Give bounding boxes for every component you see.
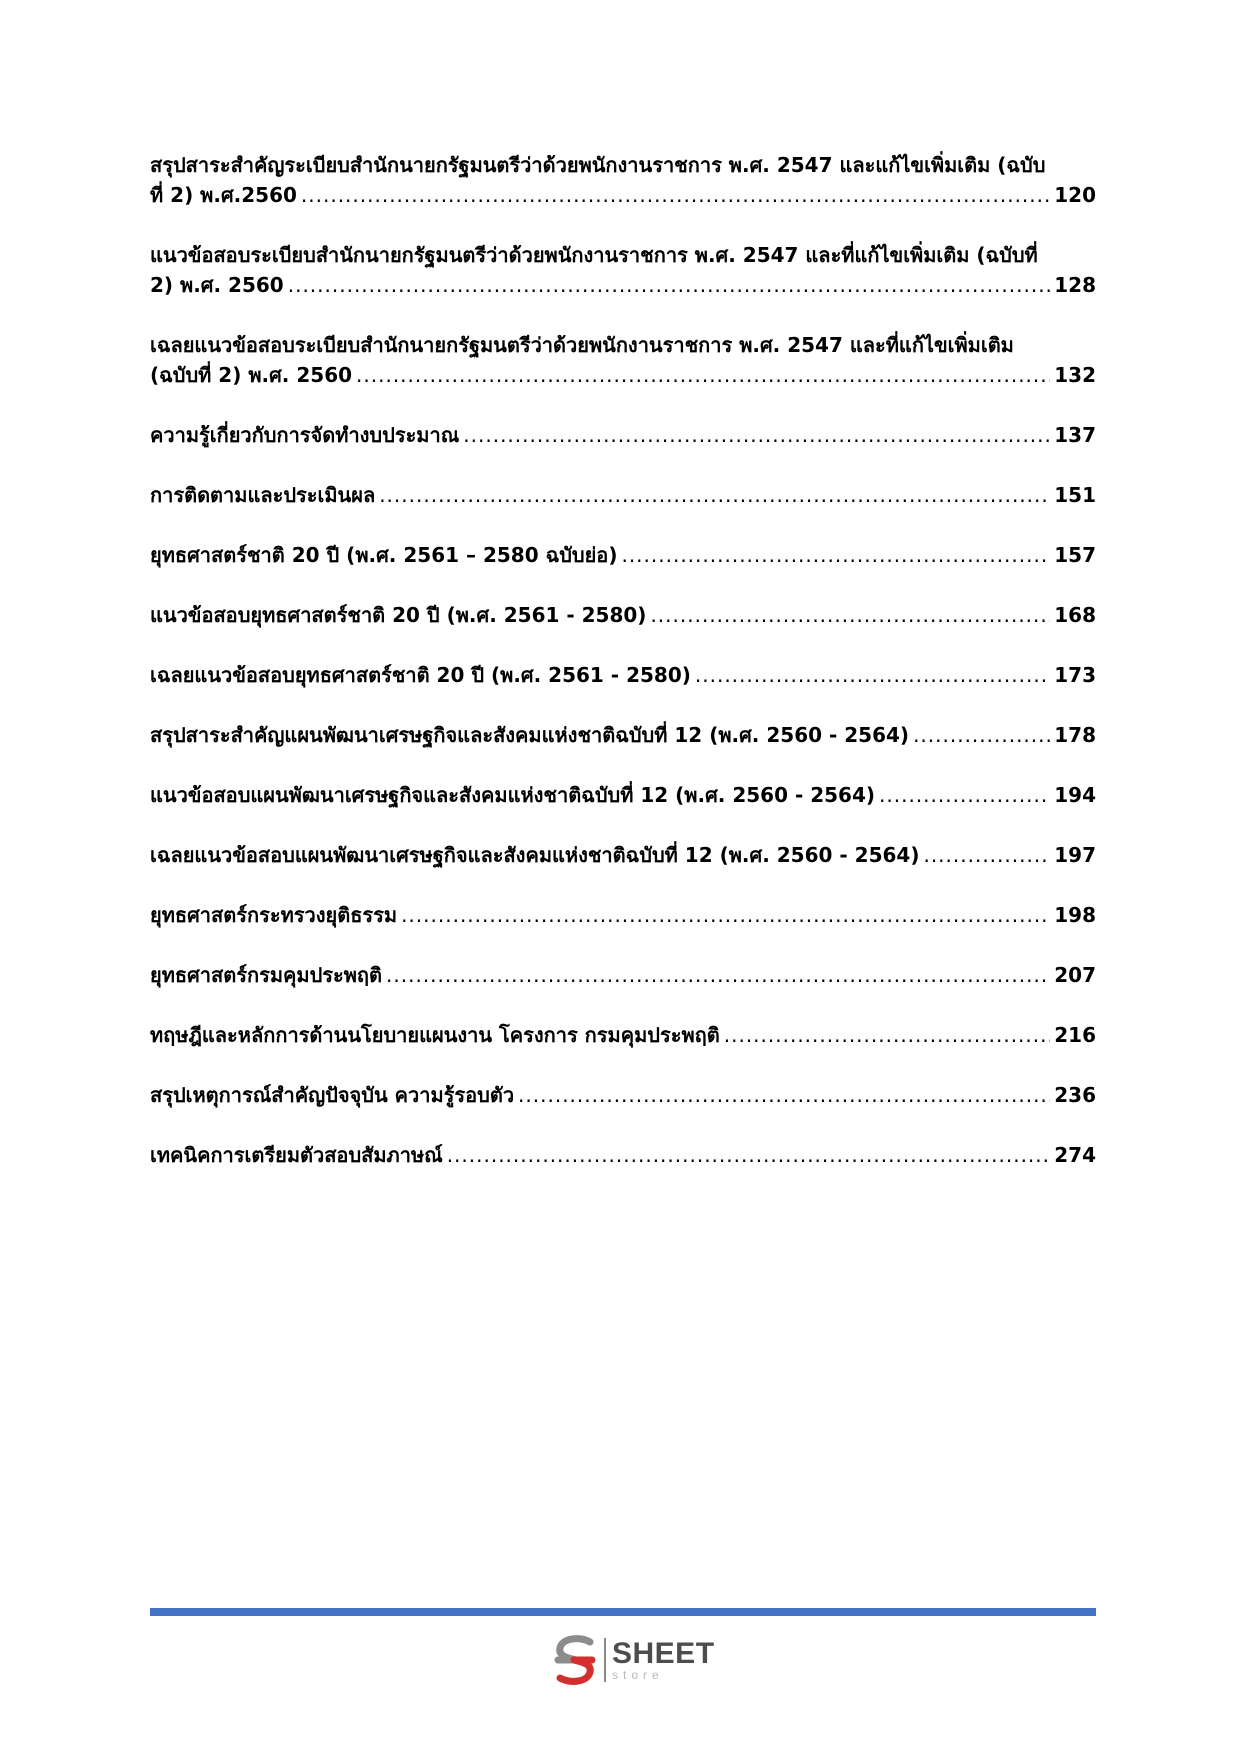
toc-entry-5[interactable] <box>150 480 1096 510</box>
toc-page-number: 128 <box>1054 273 1096 297</box>
toc-entry-title: แนวข้อสอบแผนพัฒนาเศรษฐกิจและสังคมแห่งชาติฉบับที่ 12 (พ.ศ. 2560 - 2564) <box>150 783 876 807</box>
toc-entry-title: ยุทธศาสตร์กรมคุมประพฤติ <box>150 963 383 987</box>
toc-entry-4[interactable] <box>150 420 1096 450</box>
toc-entry-11[interactable] <box>150 840 1096 870</box>
dot-leader <box>923 840 1050 870</box>
sheet-store-logo <box>550 1632 730 1688</box>
dot-leader <box>518 1080 1050 1110</box>
toc-page-number: 178 <box>1054 723 1096 747</box>
dot-leader <box>356 360 1050 390</box>
toc-entry-12[interactable] <box>150 900 1096 930</box>
dot-leader <box>621 540 1050 570</box>
dot-leader <box>913 720 1050 750</box>
toc-page-number: 207 <box>1054 963 1096 987</box>
toc-entry-14[interactable] <box>150 1020 1096 1050</box>
toc-entry-7[interactable] <box>150 600 1096 630</box>
toc-entry-title: เฉลยแนวข้อสอบแผนพัฒนาเศรษฐกิจและสังคมแห่งชาติฉบับที่ 12 (พ.ศ. 2560 - 2564) <box>150 843 920 867</box>
toc-entry-9[interactable] <box>150 720 1096 750</box>
toc-page-number: 132 <box>1054 363 1096 387</box>
toc-entry-3[interactable] <box>150 330 1096 390</box>
toc-page-number: 151 <box>1054 483 1096 507</box>
logo-wordmark <box>612 1639 715 1681</box>
toc-entry-title: ที่ 2) พ.ศ.2560 <box>150 183 297 207</box>
toc-entry-title: ทฤษฎีและหลักการด้านนโยบายแผนงาน โครงการ กรมคุมประพฤติ <box>150 1023 720 1047</box>
dot-leader <box>447 1140 1051 1170</box>
dot-leader <box>301 180 1050 210</box>
toc-page-number: 274 <box>1054 1143 1096 1167</box>
toc-entry-title: เทคนิคการเตรียมตัวสอบสัมภาษณ์ <box>150 1143 443 1167</box>
toc-entry-title: แนวข้อสอบยุทธศาสตร์ชาติ 20 ปี (พ.ศ. 2561 - 2580) <box>150 603 647 627</box>
toc-entry-13[interactable] <box>150 960 1096 990</box>
logo-separator <box>604 1638 606 1682</box>
toc-entry-title: สรุปสาระสำคัญแผนพัฒนาเศรษฐกิจและสังคมแห่งชาติฉบับที่ 12 (พ.ศ. 2560 - 2564) <box>150 723 910 747</box>
toc-entry-title: ยุทธศาสตร์ชาติ 20 ปี (พ.ศ. 2561 – 2580 ฉบับย่อ) <box>150 543 618 567</box>
sheet-store-s-icon <box>550 1634 600 1686</box>
toc-entry-title: (ฉบับที่ 2) พ.ศ. 2560 <box>150 363 353 387</box>
toc-entry-1[interactable] <box>150 150 1096 210</box>
toc-page-number: 137 <box>1054 423 1096 447</box>
toc-page-number: 198 <box>1054 903 1096 927</box>
toc-entry-title-head: สรุปสาระสำคัญระเบียบสำนักนายกรัฐมนตรีว่าด้วยพนักงานราชการ พ.ศ. 2547 และแก้ไขเพิ่มเติม (ฉบับ <box>150 153 1046 177</box>
dot-leader <box>724 1020 1051 1050</box>
dot-leader <box>401 900 1050 930</box>
toc-entry-title: เฉลยแนวข้อสอบยุทธศาสตร์ชาติ 20 ปี (พ.ศ. 2561 - 2580) <box>150 663 691 687</box>
toc-entry-8[interactable] <box>150 660 1096 690</box>
dot-leader <box>879 780 1050 810</box>
toc-entry-title-head: แนวข้อสอบระเบียบสำนักนายกรัฐมนตรีว่าด้วยพนักงานราชการ พ.ศ. 2547 และที่แก้ไขเพิ่มเติม (ฉบับที่ <box>150 243 1038 267</box>
toc-page-number: 197 <box>1054 843 1096 867</box>
toc-entry-16[interactable] <box>150 1140 1096 1170</box>
toc-entry-6[interactable] <box>150 540 1096 570</box>
footer-divider <box>150 1608 1096 1616</box>
toc-page-number: 216 <box>1054 1023 1096 1047</box>
toc-entry-title: สรุปเหตุการณ์สำคัญปัจจุบัน ความรู้รอบตัว <box>150 1083 515 1107</box>
dot-leader <box>379 480 1050 510</box>
toc-page-number: 120 <box>1054 183 1096 207</box>
toc-page-number: 173 <box>1054 663 1096 687</box>
toc-page-number: 168 <box>1054 603 1096 627</box>
logo-subword: store <box>612 1668 664 1682</box>
logo-word: SHEET <box>612 1637 715 1670</box>
dot-leader <box>386 960 1050 990</box>
dot-leader <box>650 600 1050 630</box>
toc-entry-10[interactable] <box>150 780 1096 810</box>
toc-entry-2[interactable] <box>150 240 1096 300</box>
toc-entry-title: ยุทธศาสตร์กระทรวงยุติธรรม <box>150 903 398 927</box>
toc-entry-title: 2) พ.ศ. 2560 <box>150 273 284 297</box>
toc-page-number: 157 <box>1054 543 1096 567</box>
toc-page-number: 236 <box>1054 1083 1096 1107</box>
dot-leader <box>463 420 1050 450</box>
toc-page-number: 194 <box>1054 783 1096 807</box>
toc-entry-title: การติดตามและประเมินผล <box>150 483 376 507</box>
toc-entry-title: ความรู้เกี่ยวกับการจัดทำงบประมาณ <box>150 423 460 447</box>
toc-entry-15[interactable] <box>150 1080 1096 1110</box>
dot-leader <box>695 660 1050 690</box>
toc-entry-title-head: เฉลยแนวข้อสอบระเบียบสำนักนายกรัฐมนตรีว่าด้วยพนักงานราชการ พ.ศ. 2547 และที่แก้ไขเพิ่มเติม <box>150 333 1014 357</box>
dot-leader <box>288 270 1051 300</box>
table-of-contents <box>150 150 1096 1200</box>
